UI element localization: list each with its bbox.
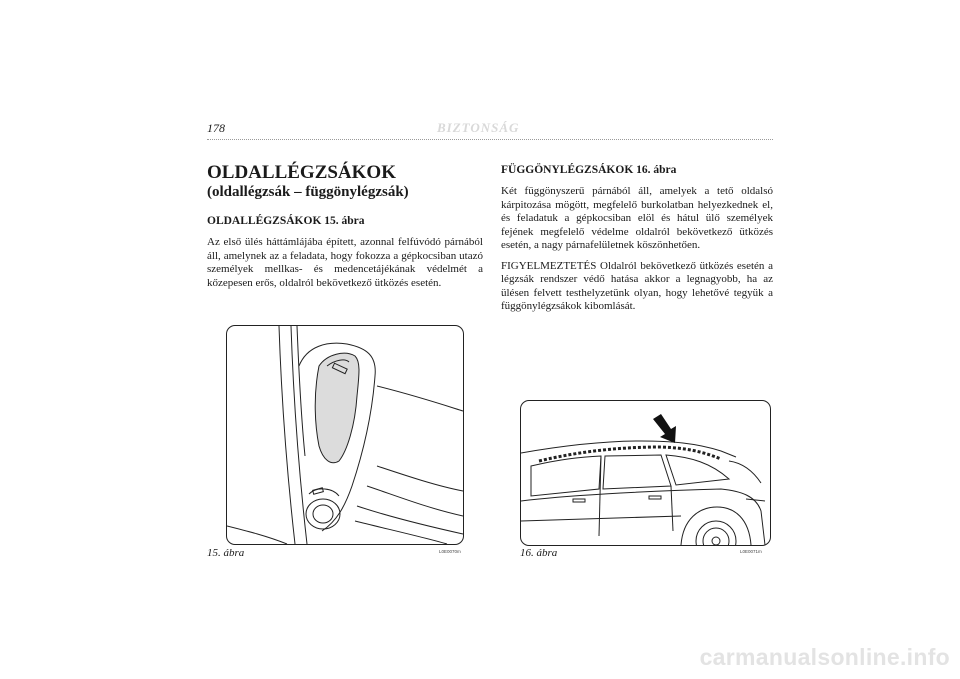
arrow-pointer-icon (653, 414, 676, 443)
section-title: BIZTONSÁG (437, 120, 520, 135)
side-airbag-heading: OLDALLÉGZSÁKOK 15. ábra (207, 215, 365, 227)
curtain-airbag-heading: FÜGGÖNYLÉGZSÁKOK 16. ábra (501, 164, 677, 176)
warning-paragraph: FIGYELMEZTETÉS Oldalról bekövetkező ütközés esetén a légzsák rendszer védő hatása akkor a legnagyobb, ha az ülésen felvett testhelyzetünk olyan, hogy lehetővé tegyük a függönylégzsákok kibomlását. (501, 259, 773, 312)
page-subtitle: (oldallégzsák – függönylégzsák) (207, 184, 409, 200)
watermark: carmanualsonline.info (699, 644, 950, 670)
page-number: 178 (207, 121, 225, 135)
figure-16-caption: 16. ábra (520, 547, 558, 559)
right-column (501, 163, 773, 314)
figure-16-curtain-airbag-illustration (520, 400, 771, 546)
page-title: OLDALLÉGZSÁKOK (207, 162, 396, 183)
curtain-airbag-paragraph: Két függönyszerű párnából áll, amelyek a tető oldalsó kárpitozása mögött, megfelelő burkolatban helyezkednek el, és feladatuk a gépkocsiban elöl és hátul ülő személyek fejének megfelelő védelme oldalról bekövetkező ütközés esetén, a nagy párnafelületnek köszönhetően. (501, 185, 773, 251)
side-airbag-paragraph: Az első ülés háttámlájába épített, azonnal felfúvódó párnából áll, amelynek az a feladata, hogy fokozza a gépkocsiban utazó személyek mellkas- és medencetájékának védelmét a kőzepesen erős, oldalról bekövetkező ütközés esetén. (207, 236, 483, 289)
figure-15-seat-airbag-illustration (226, 325, 464, 545)
left-column (207, 163, 483, 290)
figure-15-code: L0E0070m (439, 549, 461, 554)
header-rule (207, 139, 773, 140)
figure-15-caption: 15. ábra (207, 547, 245, 559)
figure-16-code: L0E0071m (740, 549, 762, 554)
